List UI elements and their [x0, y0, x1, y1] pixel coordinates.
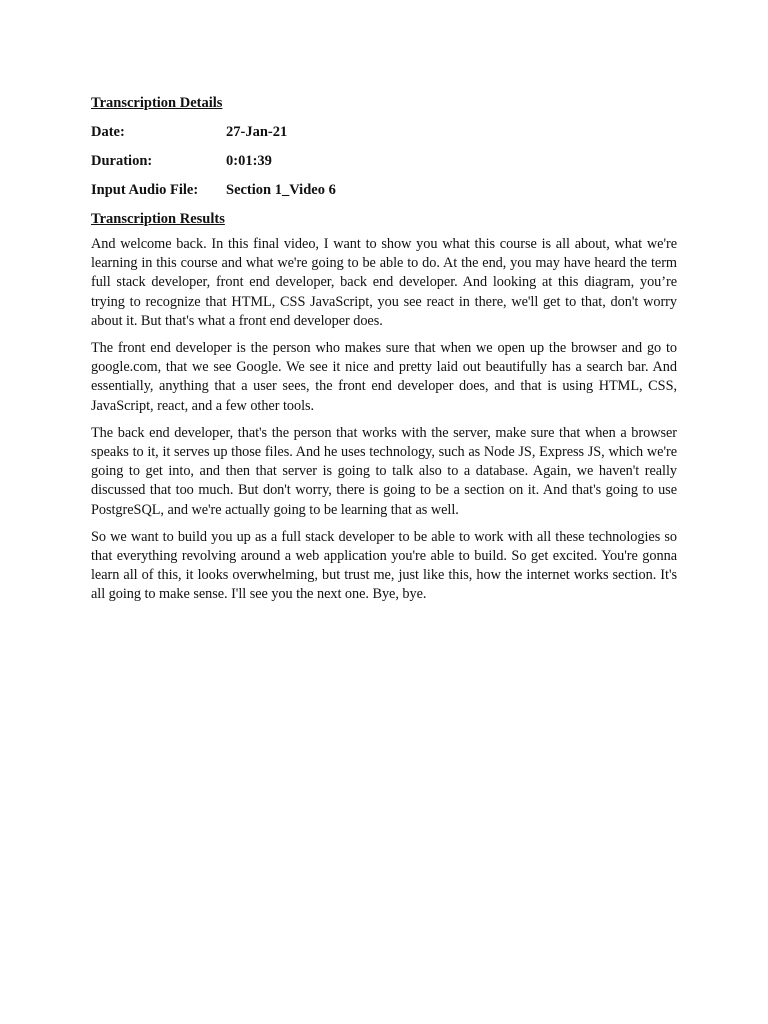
details-heading: Transcription Details [91, 95, 223, 111]
duration-label: Duration: [91, 153, 153, 169]
document-page [91, 93, 677, 605]
transcript-paragraph: And welcome back. In this final video, I want to show you what this course is all about, what we're learning in this course and what we're going to be able to do. At the end, you may have heard the term full stack developer, front end developer, back end developer. And looking at this diagram, you’re trying to recognize that HTML, CSS JavaScript, you see react in there, we'll get to that, don't worry about it. But that's what a front end developer does. [91, 236, 677, 329]
transcript-paragraph: The back end developer, that's the person that works with the server, make sure that when a browser speaks to it, it serves up those files. And he uses technology, such as Node JS, Express JS, which we're going to get into, and then that server is going to talk also to a database. Again, we haven't really discussed that too much. But don't worry, there is going to be a section on it. And that's going to use PostgreSQL, and we're actually going to be learning that as well. [91, 424, 677, 518]
duration-value: 0:01:39 [226, 153, 272, 169]
transcript-paragraph: The front end developer is the person who makes sure that when we open up the browser and go to google.com, that we see Google. We see it nice and pretty laid out beautifully has a search bar. And essentially, anything that a user sees, the front end developer does, and that is using HTML, CSS, JavaScript, react, and a few other tools. [91, 340, 677, 414]
detail-row-date [91, 122, 677, 142]
results-heading: Transcription Results [91, 211, 225, 227]
input-audio-file-value: Section 1_Video 6 [226, 182, 336, 198]
date-value: 27-Jan-21 [226, 124, 288, 140]
date-label: Date: [91, 124, 125, 140]
input-audio-file-label: Input Audio File: [91, 182, 199, 198]
detail-row-input-audio-file [91, 180, 677, 200]
detail-row-duration [91, 151, 677, 171]
transcription-body [91, 235, 677, 605]
transcript-paragraph: So we want to build you up as a full stack developer to be able to work with all these technologies so that everything revolving around a web application you're able to build. So get excited. You're gonna learn all of this, it looks overwhelming, but trust me, just like this, how the internet works section. It's all going to make sense. I'll see you the next one. Bye, bye. [91, 528, 677, 603]
